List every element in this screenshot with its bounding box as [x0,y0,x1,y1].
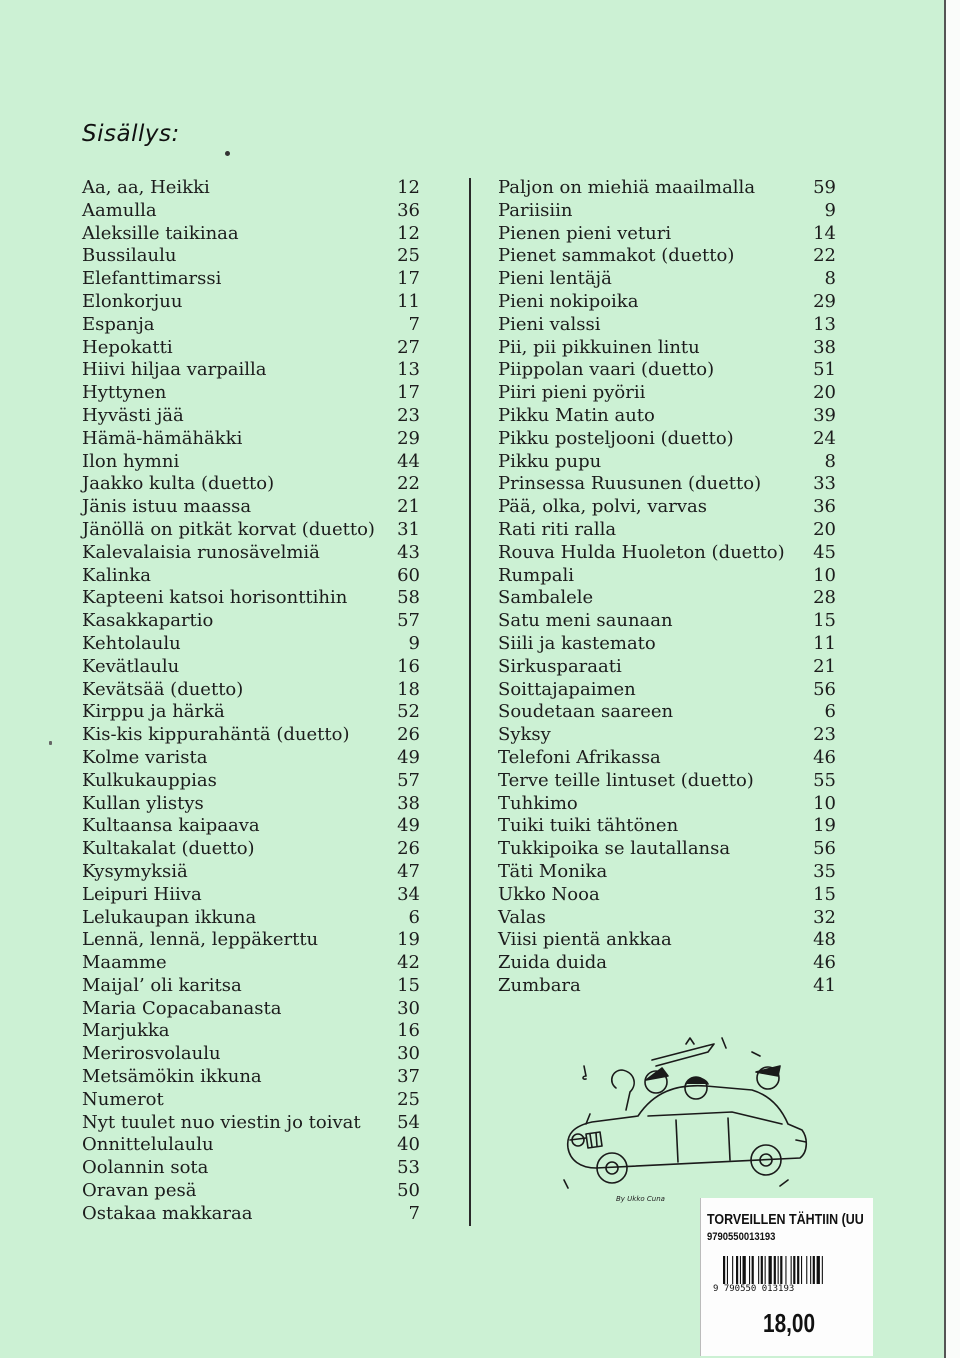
toc-entry [82,542,420,565]
toc-entry-title: Kapteeni katsoi horisonttihin [82,587,348,609]
toc-entry [82,1043,420,1066]
toc-entry-title: Kultakalat (duetto) [82,838,255,860]
toc-entry-page: 18 [397,678,420,700]
toc-entry [498,382,836,405]
toc-entry-title: Numerot [82,1088,164,1110]
toc-entry [82,428,420,451]
toc-entry-page: 44 [397,450,420,472]
toc-entry [498,747,836,770]
sticker-title: TORVEILLEN TÄHTIIN (UU [707,1212,864,1228]
toc-entry-title: Kalinka [82,564,151,586]
toc-entry-title: Zuida duida [498,952,607,974]
toc-entry-title: Marjukka [82,1020,170,1042]
toc-entry-page: 60 [397,564,420,586]
toc-entry-page: 55 [813,769,836,791]
toc-entry-title: Kulkukauppias [82,769,217,791]
toc-entry [498,428,836,451]
toc-entry [498,633,836,656]
toc-entry-title: Kalevalaisia runosävelmiä [82,541,320,563]
toc-entry-title: Espanja [82,313,155,335]
toc-entry-title: Jaakko kulta (duetto) [82,473,275,495]
toc-entry-page: 43 [397,541,420,563]
illustration-signature: By Ukko Cuna [616,1195,665,1203]
toc-entry-page: 11 [813,632,836,654]
toc-entry-title: Pää, olka, polvi, varvas [498,496,708,518]
toc-entry-title: Pikku Matin auto [498,404,655,426]
toc-entry-title: Pariisiin [498,199,573,221]
toc-entry-title: Sirkusparaati [498,655,622,677]
toc-entry-page: 10 [813,564,836,586]
column-divider [469,178,471,1226]
toc-entry-title: Ilon hymni [82,450,180,472]
toc-entry [82,1203,420,1226]
toc-entry [82,770,420,793]
toc-entry-title: Pikku pupu [498,450,602,472]
toc-entry-title: Hiivi hiljaa varpailla [82,359,267,381]
toc-entry-title: Aleksille taikinaa [82,222,239,244]
toc-entry-title: Pienen pieni veturi [498,222,672,244]
toc-entry [498,861,836,884]
toc-entry-title: Pikku posteljooni (duetto) [498,427,734,449]
toc-entry [82,337,420,360]
toc-entry-page: 54 [397,1111,420,1133]
toc-entry-title: Pieni valssi [498,313,601,335]
toc-entry-title: Kultaansa kaipaava [82,815,260,837]
toc-entry-title: Rouva Hulda Huoleton (duetto) [498,541,785,563]
toc-entry-page: 23 [813,724,836,746]
car-band-illustration [556,1030,816,1205]
toc-entry-title: Valas [498,906,546,928]
toc-entry [498,291,836,314]
toc-entry [498,542,836,565]
toc-entry-page: 19 [813,815,836,837]
toc-entry-page: 10 [813,792,836,814]
toc-entry [498,679,836,702]
toc-entry-title: Leipuri Hiiva [82,883,202,905]
toc-entry [82,633,420,656]
toc-entry [82,291,420,314]
toc-entry-title: Merirosvolaulu [82,1043,221,1065]
toc-entry [82,656,420,679]
toc-entry-title: Kolme varista [82,746,208,768]
toc-entry-title: Täti Monika [498,860,608,882]
toc-entry-title: Piiri pieni pyörii [498,382,646,404]
toc-entry [498,587,836,610]
toc-entry-page: 15 [813,883,836,905]
toc-entry-title: Jänöllä on pitkät korvat (duetto) [82,518,375,540]
toc-entry-page: 31 [397,518,420,540]
toc-entry [498,975,836,998]
toc-entry-title: Aa, aa, Heikki [82,177,210,198]
toc-entry-page: 29 [397,427,420,449]
toc-entry [82,724,420,747]
toc-entry [82,268,420,291]
toc-entry-page: 49 [397,746,420,768]
toc-entry-page: 21 [397,496,420,518]
toc-entry-page: 16 [397,655,420,677]
toc-entry-page: 29 [813,290,836,312]
toc-entry [82,610,420,633]
toc-entry-page: 12 [397,222,420,244]
toc-entry-title: Siili ja kastemato [498,632,656,654]
toc-entry-page: 22 [397,473,420,495]
toc-entry [82,929,420,952]
toc-entry-title: Aamulla [82,199,157,221]
toc-entry-title: Kevätlaulu [82,655,180,677]
toc-entry-page: 45 [813,541,836,563]
toc-entry-page: 17 [397,268,420,290]
toc-entry-title: Bussilaulu [82,245,177,267]
toc-entry-title: Piippolan vaari (duetto) [498,359,715,381]
toc-entry-title: Terve teille lintuset (duetto) [498,769,754,791]
toc-entry-page: 56 [813,838,836,860]
toc-entry-page: 51 [813,359,836,381]
toc-entry-title: Kehtolaulu [82,632,181,654]
toc-entry-title: Kasakkapartio [82,610,214,632]
toc-entry-page: 25 [397,1088,420,1110]
toc-entry-page: 22 [813,245,836,267]
price: 18,00 [763,1308,816,1338]
toc-entry-title: Maijal’ oli karitsa [82,974,242,996]
toc-entry [82,884,420,907]
toc-entry-title: Satu meni saunaan [498,610,673,632]
toc-entry [498,815,836,838]
toc-entry-title: Zumbara [498,974,581,996]
toc-entry-title: Hepokatti [82,336,173,358]
toc-entry [82,861,420,884]
toc-entry-title: Kis-kis kippurahäntä (duetto) [82,724,350,746]
toc-entry [82,793,420,816]
toc-entry [82,1020,420,1043]
toc-entry-title: Viisi pientä ankkaa [498,929,672,951]
toc-entry-page: 7 [408,1202,420,1224]
toc-entry [498,929,836,952]
toc-entry-page: 19 [397,929,420,951]
toc-entry-page: 14 [813,222,836,244]
price-sticker [700,1198,873,1356]
toc-entry-title: Hyvästi jää [82,404,184,426]
toc-entry [498,496,836,519]
toc-entry [498,268,836,291]
toc-entry-title: Kullan ylistys [82,792,204,814]
toc-entry [82,245,420,268]
toc-entry-title: Lennä, lennä, leppäkerttu [82,929,319,951]
toc-entry-title: Jänis istuu maassa [82,496,252,518]
tuba [612,1070,634,1110]
toc-entry-page: 20 [813,382,836,404]
toc-entry [82,519,420,542]
toc-entry-title: Nyt tuulet nuo viestin jo toivat [82,1111,361,1133]
toc-entry [498,337,836,360]
toc-entry-title: Tuiki tuiki tähtönen [498,815,679,837]
toc-entry-page: 23 [397,404,420,426]
toc-entry-page: 7 [408,313,420,335]
toc-entry-title: Kirppu ja härkä [82,701,225,723]
toc-entry-title: Paljon on miehiä maailmalla [498,177,756,198]
toc-entry-title: Syksy [498,724,551,746]
toc-entry-title: Kysymyksiä [82,860,188,882]
car-bumper [570,1138,806,1142]
toc-entry-page: 57 [397,610,420,632]
toc-entry [82,177,420,200]
toc-entry [82,975,420,998]
toc-entry-page: 17 [397,382,420,404]
toc-entry-title: Oolannin sota [82,1157,209,1179]
toc-entry [82,451,420,474]
toc-entry-page: 25 [397,245,420,267]
toc-entry [82,587,420,610]
toc-entry [82,838,420,861]
toc-entry-page: 38 [397,792,420,814]
toc-entry [498,177,836,200]
toc-entry [82,1112,420,1135]
toc-entry-page: 38 [813,336,836,358]
toc-entry-page: 30 [397,997,420,1019]
toc-entry [82,1066,420,1089]
car-grille [586,1132,602,1148]
toc-entry-page: 47 [397,860,420,882]
toc-entry-page: 48 [813,929,836,951]
toc-entry-page: 32 [813,906,836,928]
toc-entry-page: 27 [397,336,420,358]
toc-entry [498,610,836,633]
toc-entry-page: 36 [397,199,420,221]
toc-entry [82,747,420,770]
toc-entry [498,314,836,337]
toc-entry-page: 26 [397,724,420,746]
toc-entry-title: Telefoni Afrikassa [498,746,661,768]
ink-mark [49,741,52,745]
toc-entry-page: 41 [813,974,836,996]
toc-entry-title: Sambalele [498,587,594,609]
toc-entry-title: Pieni lentäjä [498,268,612,290]
contents-heading: Sisällys: [82,121,180,147]
barcode-digits: 9 790550 013193 [713,1284,795,1294]
toc-entry-title: Lelukaupan ikkuna [82,906,257,928]
toc-entry [498,656,836,679]
toc-entry [82,815,420,838]
toc-entry-title: Hämä-hämähäkki [82,427,243,449]
toc-entry [498,359,836,382]
toc-entry-title: Pienet sammakot (duetto) [498,245,735,267]
toc-entry [82,1157,420,1180]
toc-entry-title: Pieni nokipoika [498,290,639,312]
toc-entry [498,793,836,816]
toc-entry-title: Oravan pesä [82,1180,197,1202]
toc-entry-title: Soittajapaimen [498,678,636,700]
toc-entry-page: 40 [397,1134,420,1156]
trombone [652,1044,714,1066]
toc-entry-page: 24 [813,427,836,449]
toc-entry-page: 30 [397,1043,420,1065]
toc-entry-page: 33 [813,473,836,495]
toc-entry [498,223,836,246]
toc-entry [498,519,836,542]
toc-entry [498,770,836,793]
toc-entry [498,907,836,930]
toc-entry [82,1180,420,1203]
toc-entry [82,223,420,246]
toc-entry-page: 20 [813,518,836,540]
toc-entry [498,838,836,861]
toc-entry [82,907,420,930]
toc-entry-title: Tuhkimo [498,792,578,814]
toc-entry-page: 34 [397,883,420,905]
toc-entry-page: 8 [824,268,836,290]
page-edge [944,0,960,1358]
toc-entry [498,952,836,975]
toc-entry [82,496,420,519]
toc-entry-page: 16 [397,1020,420,1042]
toc-entry-page: 58 [397,587,420,609]
toc-entry-page: 6 [408,906,420,928]
toc-entry-title: Soudetaan saareen [498,701,674,723]
toc-entry-title: Prinsessa Ruusunen (duetto) [498,473,762,495]
toc-entry [82,473,420,496]
car-window-line [648,1112,782,1124]
toc-entry-page: 53 [397,1157,420,1179]
toc-entry-page: 8 [824,450,836,472]
toc-entry-title: Pii, pii pikkuinen lintu [498,336,700,358]
toc-entry-page: 35 [813,860,836,882]
toc-entry-page: 15 [397,974,420,996]
toc-entry-page: 50 [397,1180,420,1202]
toc-entry-title: Hyttynen [82,382,167,404]
toc-entry-title: Tukkipoika se lautallansa [498,838,731,860]
toc-entry [82,200,420,223]
toc-entry-title: Ostakaa makkaraa [82,1202,253,1224]
toc-column-left [82,177,420,1226]
toc-entry-title: Maamme [82,952,167,974]
toc-entry-page: 12 [397,177,420,198]
toc-column-right [498,177,836,998]
toc-entry-title: Elefanttimarssi [82,268,222,290]
toc-entry [82,998,420,1021]
toc-entry [82,314,420,337]
toc-entry [82,701,420,724]
toc-entry [498,724,836,747]
toc-entry [498,405,836,428]
toc-entry-page: 6 [824,701,836,723]
toc-entry [498,565,836,588]
sticker-code: 9790550013193 [707,1231,776,1243]
toc-entry-title: Maria Copacabanasta [82,997,282,1019]
toc-entry-page: 37 [397,1066,420,1088]
toc-entry-page: 9 [408,632,420,654]
toc-entry-page: 13 [397,359,420,381]
ink-dot [225,151,230,156]
toc-entry-page: 46 [813,746,836,768]
toc-entry [82,565,420,588]
toc-entry-title: Onnittelulaulu [82,1134,214,1156]
toc-entry [82,382,420,405]
toc-entry [82,679,420,702]
toc-entry [498,451,836,474]
toc-entry [82,1134,420,1157]
toc-entry-page: 15 [813,610,836,632]
toc-entry-title: Rumpali [498,564,574,586]
toc-entry-page: 28 [813,587,836,609]
toc-entry-page: 46 [813,952,836,974]
toc-entry [498,473,836,496]
toc-entry-title: Rati riti ralla [498,518,617,540]
toc-entry [82,405,420,428]
toc-entry [498,200,836,223]
toc-entry-page: 57 [397,769,420,791]
toc-entry [498,245,836,268]
toc-entry-page: 49 [397,815,420,837]
toc-entry-title: Metsämökin ikkuna [82,1066,262,1088]
toc-entry [82,952,420,975]
toc-entry-title: Kevätsää (duetto) [82,678,244,700]
toc-entry-page: 9 [824,199,836,221]
toc-entry [498,884,836,907]
toc-entry [82,359,420,382]
car-door-line [676,1118,730,1162]
toc-entry-page: 56 [813,678,836,700]
toc-entry-page: 11 [397,290,420,312]
toc-entry [82,1089,420,1112]
toc-entry-page: 42 [397,952,420,974]
toc-entry-page: 13 [813,313,836,335]
toc-entry-page: 21 [813,655,836,677]
toc-entry-title: Ukko Nooa [498,883,600,905]
toc-entry-page: 39 [813,404,836,426]
toc-entry [498,701,836,724]
toc-entry-page: 52 [397,701,420,723]
toc-entry-title: Elonkorjuu [82,290,183,312]
toc-entry-page: 59 [813,177,836,198]
toc-entry-page: 26 [397,838,420,860]
toc-entry-page: 36 [813,496,836,518]
